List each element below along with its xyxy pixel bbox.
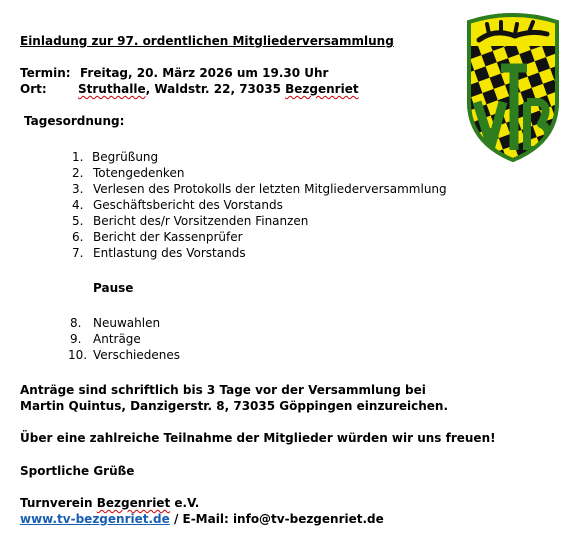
- agenda-item: Totengedenken: [93, 166, 185, 180]
- agenda-number: 2.: [72, 166, 84, 180]
- agenda-number: 5.: [72, 214, 84, 228]
- email-label: / E-Mail:: [169, 512, 233, 526]
- ort-label: Ort:: [20, 82, 47, 96]
- agenda-number: 7.: [72, 246, 84, 260]
- contact-line: [20, 512, 384, 526]
- ort-place: Struthalle: [78, 82, 146, 96]
- club-logo-icon: [465, 10, 561, 162]
- termin-label: Termin:: [20, 66, 71, 80]
- ort-address: , Waldstr. 22, 73035: [145, 82, 286, 96]
- agenda-item: Bericht des/r Vorsitzenden Finanzen: [93, 214, 309, 228]
- club-suffix: e.V.: [170, 496, 200, 510]
- agenda-item: Neuwahlen: [93, 316, 161, 330]
- agenda-item: Entlastung des Vorstands: [93, 246, 246, 260]
- agenda-number: 4.: [72, 198, 84, 212]
- club-name: [20, 496, 199, 510]
- club-prefix: Turnverein: [20, 496, 97, 510]
- agenda-number: 10.: [68, 348, 88, 362]
- agenda-number: 1.: [72, 150, 84, 164]
- agenda-item: Verlesen des Protokolls der letzten Mitgliederversammlung: [93, 182, 447, 196]
- agenda-number: 6.: [72, 230, 84, 244]
- ort-value: [78, 82, 359, 96]
- antraege-line-2: Martin Quintus, Danzigerstr. 8, 73035 Göppingen einzureichen.: [20, 399, 449, 413]
- termin-value: Freitag, 20. März 2026 um 19.30 Uhr: [80, 66, 329, 80]
- agenda-title: Tagesordnung:: [24, 114, 125, 128]
- page-title: Einladung zur 97. ordentlichen Mitgliederversammlung: [20, 34, 394, 48]
- agenda-item: Bericht der Kassenprüfer: [93, 230, 243, 244]
- club-town: Bezgenriet: [96, 496, 171, 510]
- website-link[interactable]: www.tv-bezgenriet.de: [20, 512, 170, 526]
- agenda-number: 3.: [72, 182, 84, 196]
- teilnahme-text: Über eine zahlreiche Teilnahme der Mitglieder würden wir uns freuen!: [20, 431, 496, 445]
- agenda-item: Geschäftsbericht des Vorstands: [93, 198, 283, 212]
- agenda-number: 8.: [70, 316, 82, 330]
- agenda-item: Begrüßung: [92, 150, 159, 164]
- agenda-number: 9.: [70, 332, 82, 346]
- ort-town: Bezgenriet: [285, 82, 359, 96]
- pause-label: Pause: [93, 281, 134, 295]
- greeting: Sportliche Grüße: [20, 464, 135, 478]
- antraege-line-1: Anträge sind schriftlich bis 3 Tage vor der Versammlung bei: [20, 383, 426, 397]
- agenda-item: Verschiedenes: [93, 348, 181, 362]
- email-address[interactable]: info@tv-bezgenriet.de: [232, 512, 384, 526]
- agenda-item: Anträge: [93, 332, 141, 346]
